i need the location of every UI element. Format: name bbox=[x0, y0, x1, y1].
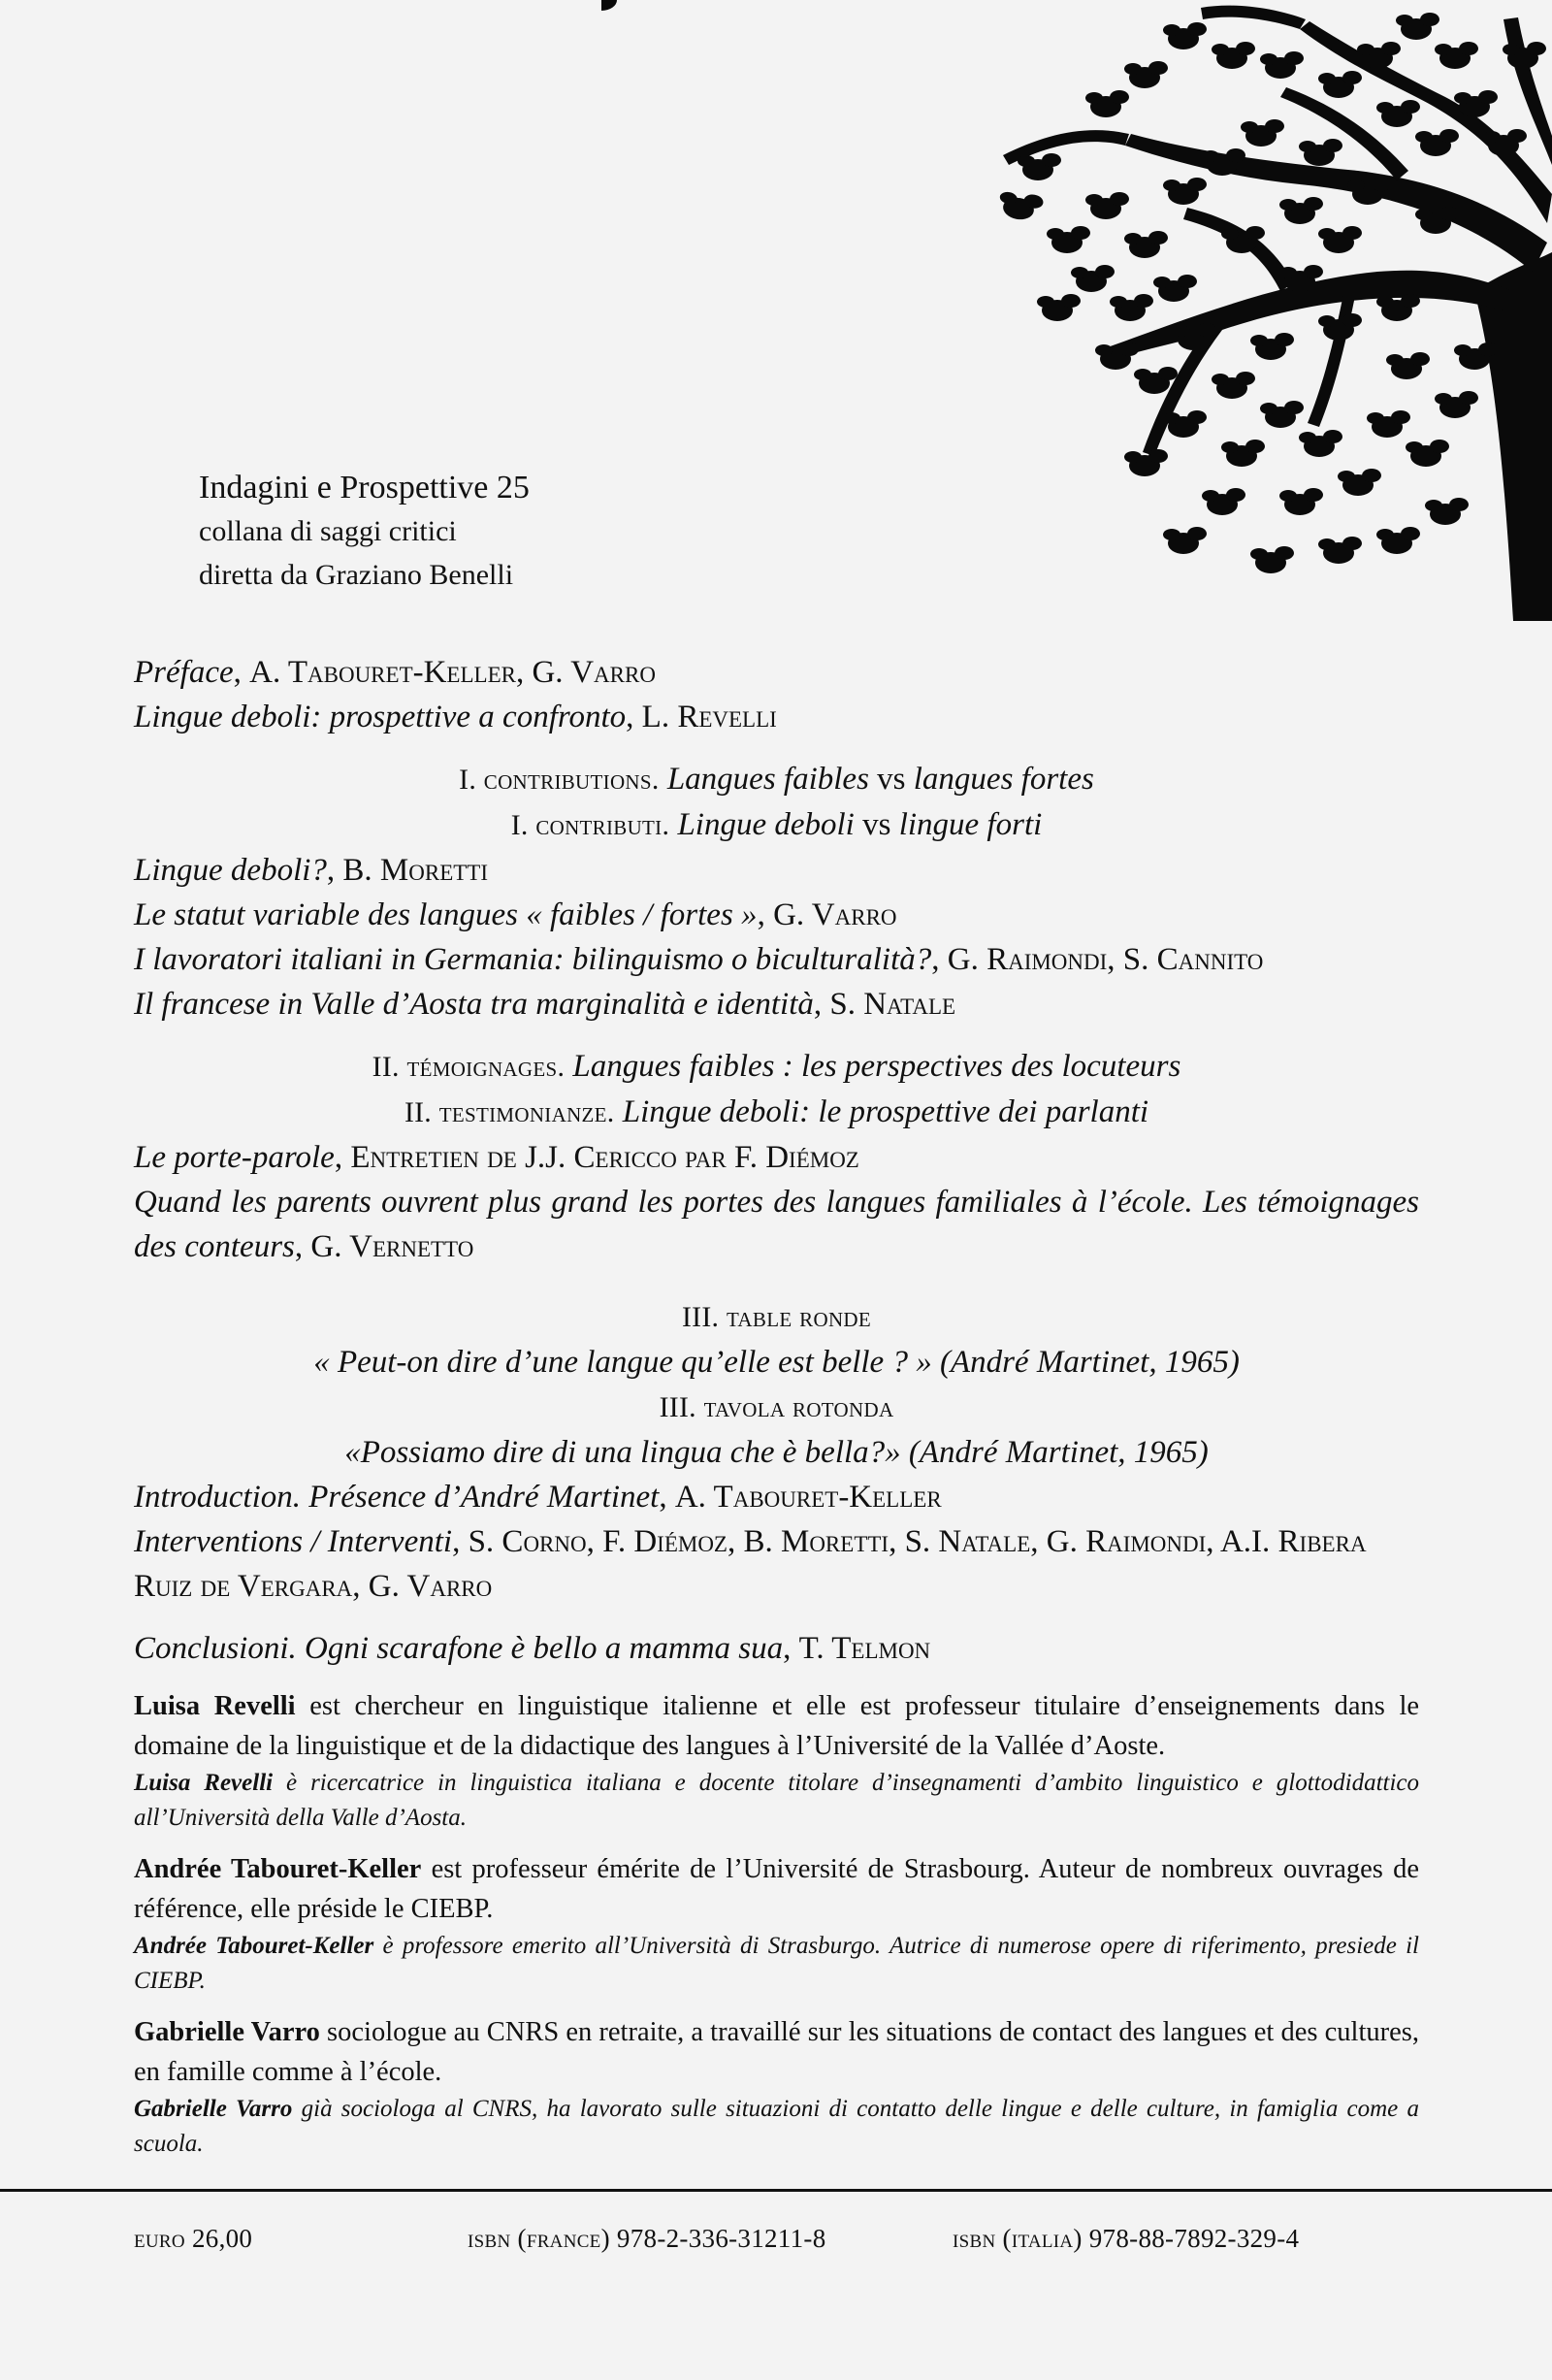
part-title: «Possiamo dire di una lingua che è bella?» (André Martinet, 1965) bbox=[344, 1435, 1209, 1470]
entry-title: Introduction. Présence d’André Martinet bbox=[134, 1480, 660, 1515]
part-heading-3-it-title bbox=[134, 1430, 1419, 1475]
entry-author: Entretien de J.J. Cericco par F. Diémoz bbox=[350, 1140, 859, 1175]
toc-entry: Quand les parents ouvrent plus grand les portes des langues familiales à l’école. Les témoignages des conteurs, G. Vernetto bbox=[134, 1185, 1419, 1264]
toc-entry: Interventions / Interventi, S. Corno, F. Diémoz, B. Moretti, S. Natale, G. Raimondi, A.I. Ribera Ruiz de Vergara, G. Varro bbox=[134, 1524, 1367, 1604]
author-name: Luisa Revelli bbox=[134, 1691, 296, 1721]
bio-text: è professore emerito all’Università di Strasburgo. Autrice di numerose opere di riferimento, presiede il CIEBP. bbox=[134, 1933, 1420, 1994]
author-name: Luisa Revelli bbox=[134, 1770, 274, 1796]
footer-divider bbox=[0, 2189, 1552, 2192]
entry-author: L. Revelli bbox=[641, 700, 777, 734]
bio-text: è ricercatrice in linguistica italiana e docente titolare d’insegnamenti d’ambito linguistico e glottodidattico all’Università della Valle d’Aosta. bbox=[134, 1770, 1419, 1831]
toc-entry-conclusion: Conclusioni. Ogni scarafone è bello a mamma sua, T. Telmon bbox=[134, 1631, 931, 1666]
part-label: II. testimonianze. bbox=[404, 1097, 615, 1128]
entry-author: B. Moretti bbox=[342, 853, 489, 888]
toc-entry: Lingue deboli?, B. Moretti bbox=[134, 853, 489, 888]
entry-title: Le statut variable des langues « faibles / fortes » bbox=[134, 897, 758, 932]
footer bbox=[0, 2224, 1552, 2263]
series-subtitle: collana di saggi critici bbox=[199, 514, 457, 547]
part-label: III. tavola rotonda bbox=[659, 1392, 894, 1423]
part-title: « Peut-on dire d’une langue qu’elle est belle ? » (André Martinet, 1965) bbox=[313, 1345, 1240, 1380]
entry-title: Interventions / Interventi bbox=[134, 1524, 453, 1559]
author-name: Gabrielle Varro bbox=[134, 2017, 320, 2047]
part-heading-3-it-label bbox=[134, 1385, 1419, 1430]
bio-andree-tabouret-keller bbox=[134, 1849, 1419, 1999]
bio-fr bbox=[134, 1686, 1419, 1766]
author-name: Andrée Tabouret-Keller bbox=[134, 1854, 422, 1884]
entry-title: Conclusioni. Ogni scarafone è bello a mamma sua bbox=[134, 1631, 784, 1666]
toc-entry-intro: Lingue deboli: prospettive a confronto, L. Revelli bbox=[134, 700, 777, 734]
toc-entry: Il francese in Valle d’Aosta tra marginalità e identità, S. Natale bbox=[134, 987, 956, 1022]
part-heading-3-fr-title bbox=[134, 1340, 1419, 1385]
entry-author: S. Corno, F. Diémoz, B. Moretti, S. Natale, G. Raimondi, A.I. Ribera Ruiz de Vergara, G. Varro bbox=[134, 1524, 1367, 1604]
part-title: Langues faibles bbox=[666, 762, 869, 797]
bio-text: est professeur émérite de l’Université de Strasbourg. Auteur de nombreux ouvrages de référence, elle préside le CIEBP. bbox=[134, 1854, 1420, 1924]
bio-text: sociologue au CNRS en retraite, a travaillé sur les situations de contact des langues et des cultures, en famille comme à l’école. bbox=[134, 2017, 1420, 2087]
entry-title: Lingue deboli: prospettive a confronto bbox=[134, 700, 627, 734]
author-name: Andrée Tabouret-Keller bbox=[134, 1933, 374, 1959]
toc-entry: Le statut variable des langues « faibles / fortes », G. Varro bbox=[134, 897, 897, 932]
bio-luisa-revelli bbox=[134, 1686, 1419, 1836]
toc-entry-preface: Préface, A. Tabouret-Keller, G. Varro bbox=[134, 655, 656, 690]
entry-title: Le porte-parole bbox=[134, 1140, 335, 1175]
part-title: Lingue deboli: le prospettive dei parlanti bbox=[622, 1094, 1149, 1129]
entry-author: A. Tabouret-Keller, G. Varro bbox=[249, 655, 656, 690]
isbn-france: isbn (france) 978-2-336-31211-8 bbox=[468, 2224, 826, 2253]
toc-entry: Le porte-parole, Entretien de J.J. Cericco par F. Diémoz bbox=[134, 1140, 859, 1175]
price: euro 26,00 bbox=[134, 2224, 253, 2253]
entry-author: G. Raimondi, S. Cannito bbox=[947, 942, 1264, 977]
part-label: III. table ronde bbox=[681, 1302, 872, 1333]
versus-text: vs bbox=[862, 807, 891, 842]
part-title-2: lingue forti bbox=[898, 807, 1043, 842]
versus-text: vs bbox=[877, 762, 906, 797]
series-info bbox=[199, 468, 530, 597]
entry-author: T. Telmon bbox=[798, 1631, 931, 1666]
entry-title: Il francese in Valle d’Aosta tra marginalità e identità bbox=[134, 987, 814, 1022]
part-heading-2-fr bbox=[134, 1044, 1419, 1090]
entry-author: S. Natale bbox=[829, 987, 956, 1022]
part-title-2: langues fortes bbox=[913, 762, 1094, 797]
part-heading-3-fr-label bbox=[134, 1294, 1419, 1340]
part-heading-2-it bbox=[134, 1090, 1419, 1135]
entry-author: G. Varro bbox=[773, 897, 897, 932]
isbn-italia: isbn (italia) 978-88-7892-329-4 bbox=[953, 2224, 1300, 2253]
bio-it bbox=[134, 1929, 1419, 1999]
table-of-contents bbox=[134, 650, 1419, 1671]
part-label: I. contributions. bbox=[459, 765, 660, 796]
toc-entry: I lavoratori italiani in Germania: bilinguismo o biculturalità?, G. Raimondi, S. Cannito bbox=[134, 942, 1264, 977]
entry-author: A. Tabouret-Keller bbox=[674, 1480, 942, 1515]
author-name: Gabrielle Varro bbox=[134, 2096, 293, 2122]
bio-it bbox=[134, 2092, 1419, 2162]
author-bios bbox=[134, 1686, 1419, 2175]
entry-title: Lingue deboli? bbox=[134, 853, 327, 888]
tree-silhouette-illustration bbox=[601, 0, 1552, 621]
part-label: II. témoignages. bbox=[372, 1052, 566, 1083]
part-label: I. contributi. bbox=[510, 810, 670, 841]
entry-title: I lavoratori italiani in Germania: bilinguismo o biculturalità? bbox=[134, 942, 932, 977]
part-title: Lingue deboli bbox=[677, 807, 855, 842]
bio-fr bbox=[134, 1849, 1419, 1929]
part-heading-1-it bbox=[134, 802, 1419, 848]
bio-text: già sociologa al CNRS, ha lavorato sulle situazioni di contatto delle lingue e delle culture, in famiglia come a scuola. bbox=[134, 2096, 1419, 2157]
bio-fr bbox=[134, 2012, 1419, 2092]
part-title: Langues faibles : les perspectives des locuteurs bbox=[572, 1049, 1181, 1084]
entry-title: Préface bbox=[134, 655, 234, 690]
series-editor: diretta da Graziano Benelli bbox=[199, 558, 514, 591]
part-heading-1-fr bbox=[134, 757, 1419, 802]
series-title: Indagini e Prospettive 25 bbox=[199, 470, 530, 505]
bio-text: est chercheur en linguistique italienne et elle est professeur titulaire d’enseignements dans le domaine de la linguistique et de la didactique des langues à l’Université de la Vallée d’Aoste. bbox=[134, 1691, 1420, 1761]
bio-it bbox=[134, 1766, 1419, 1836]
toc-entry: Introduction. Présence d’André Martinet, A. Tabouret-Keller bbox=[134, 1480, 942, 1515]
bio-gabrielle-varro bbox=[134, 2012, 1419, 2162]
entry-author: G. Vernetto bbox=[310, 1229, 474, 1264]
entry-title: Quand les parents ouvrent plus grand les portes des langues familiales à l’école. Les témoignages des conteurs bbox=[134, 1185, 1419, 1264]
